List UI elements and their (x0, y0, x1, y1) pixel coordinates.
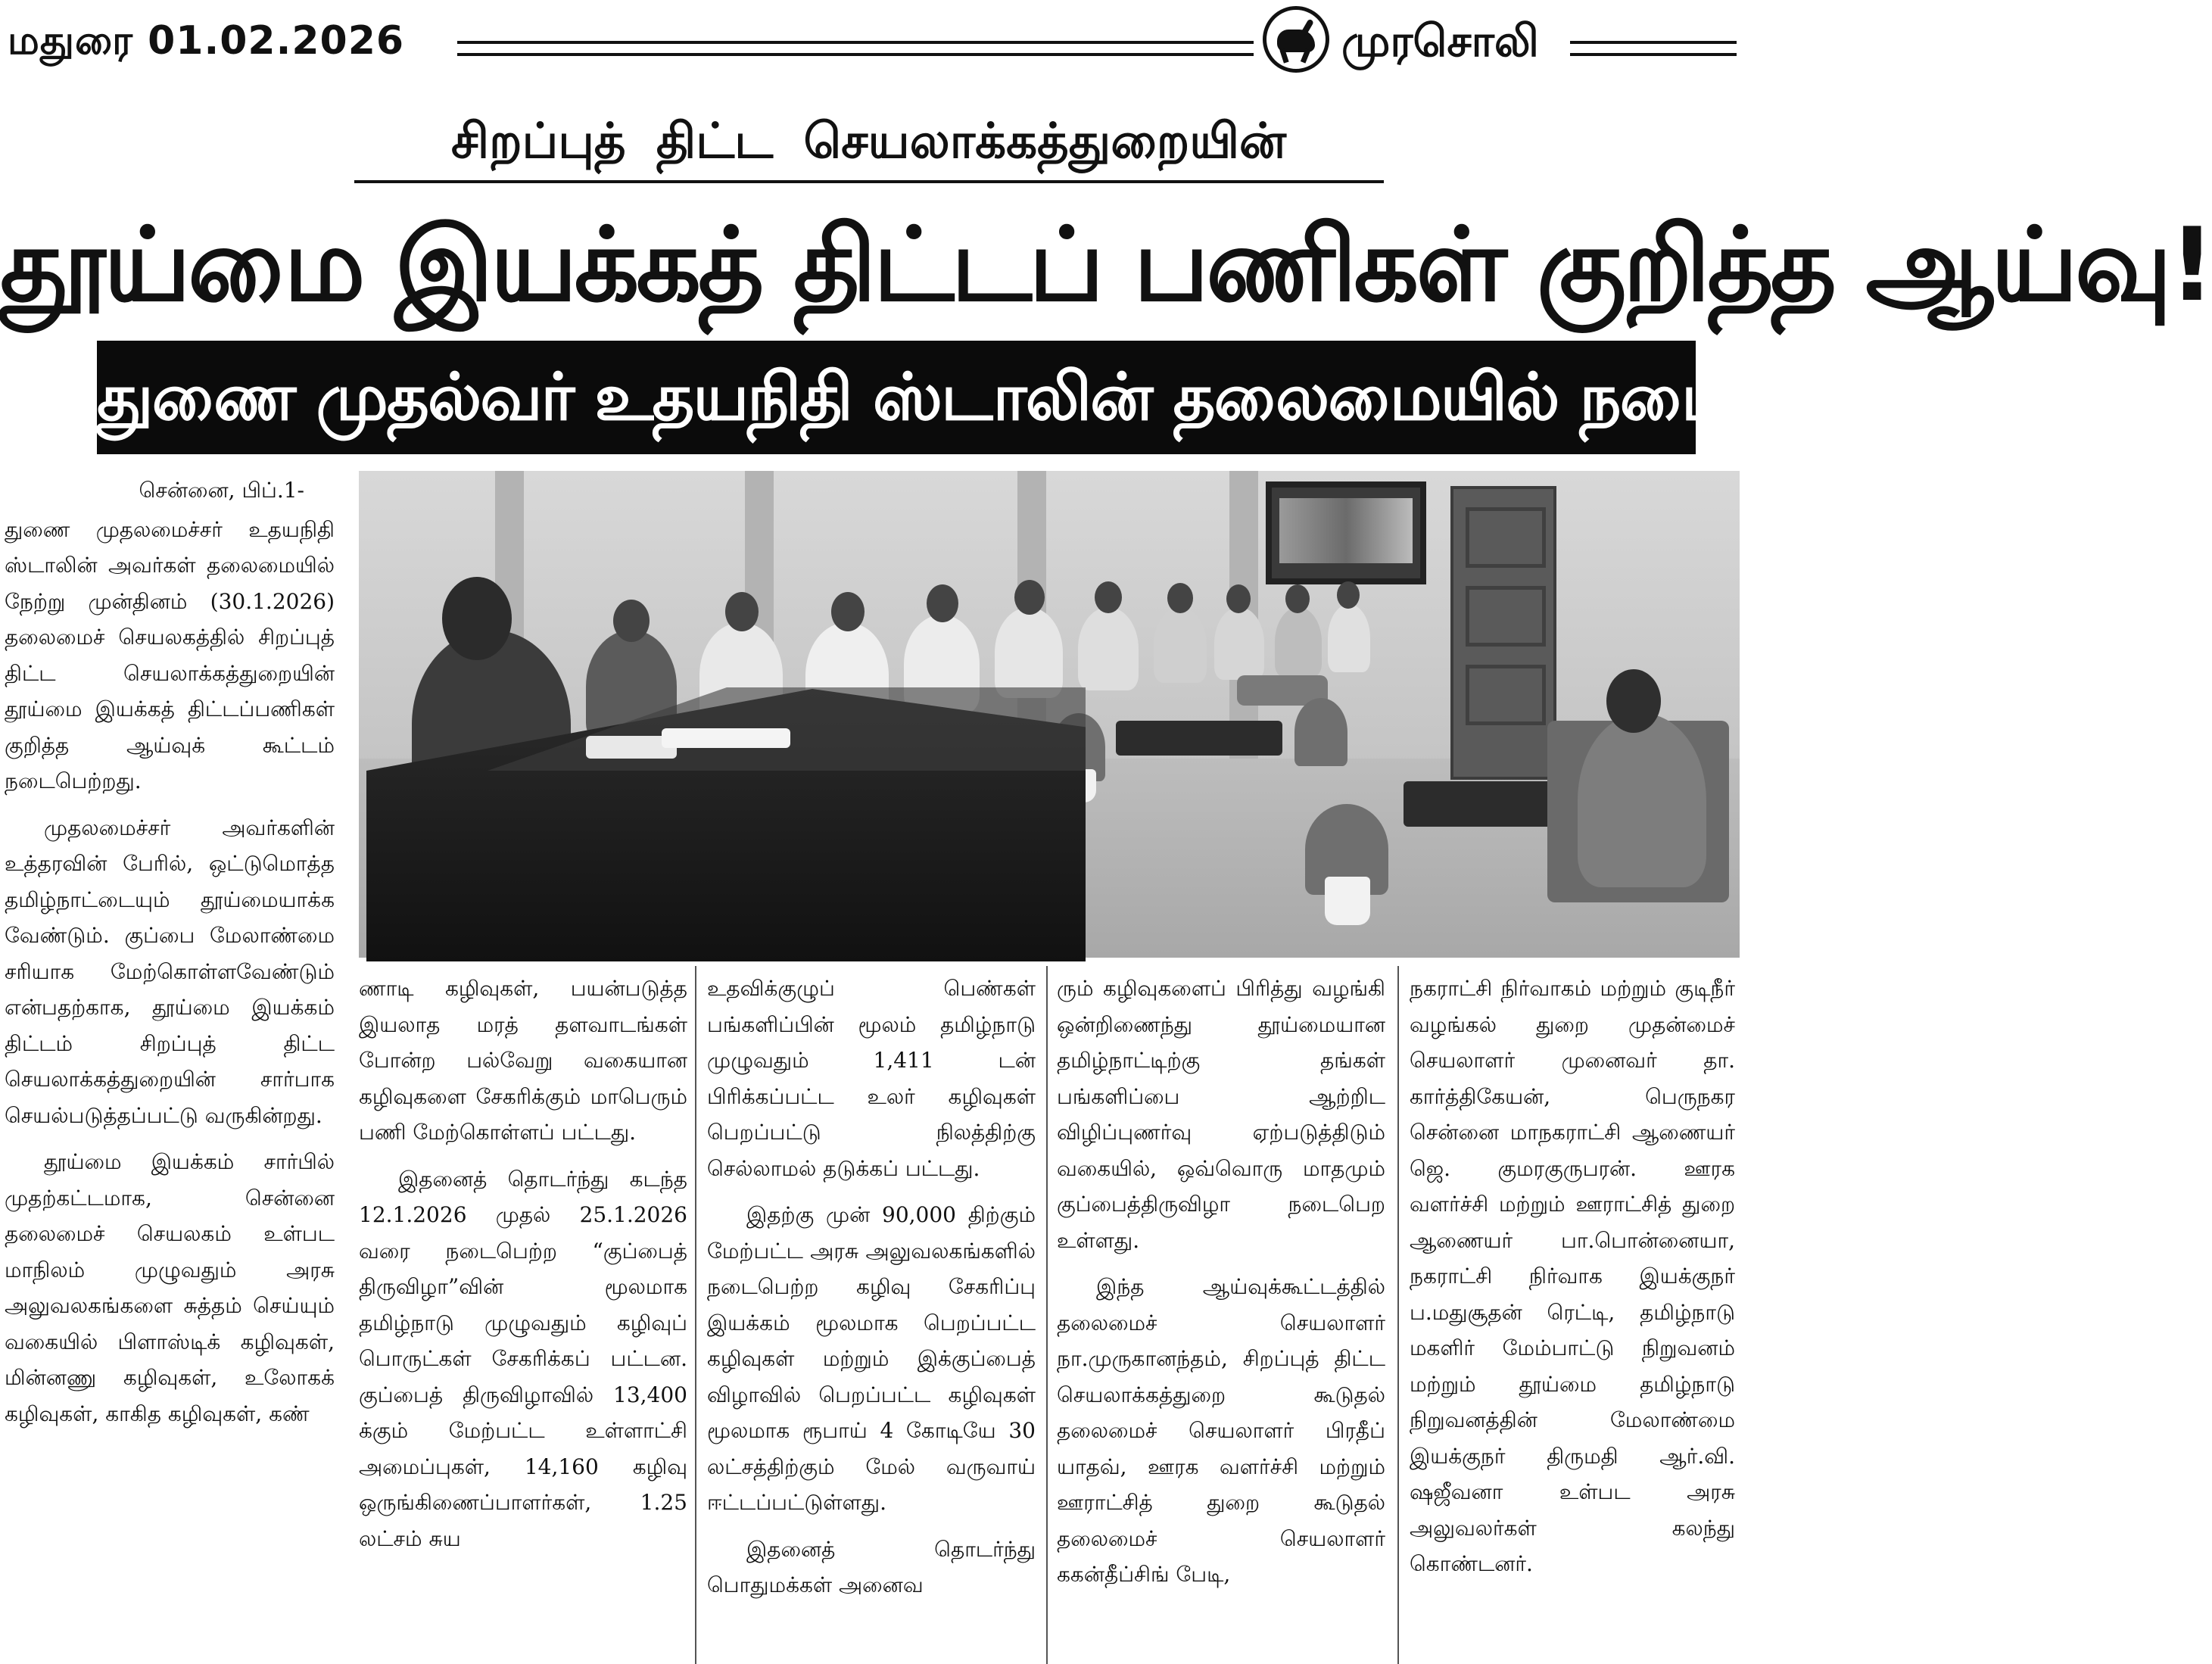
column-divider (1046, 966, 1048, 1664)
meeting-photo (359, 471, 1740, 958)
paragraph: இதனைத் தொடர்ந்து பொதுமக்கள் அனைவ (707, 1536, 1036, 1597)
masthead-rule-right (1570, 41, 1737, 56)
paragraph: இந்த ஆய்வுக்கூட்டத்தில் தலைமைச் செயலாளர் நா.முருகானந்தம், சிறப்புத் திட்ட செயலாக்கத்துறை கூடுதல் தலைமைச் செயலாளர் பிரதீப் யாதவ், ஊரக வளர்ச்சி மற்றும் ஊராட்சித் துறை கூடுதல் தலைமைச் செயலாளர் ககன்தீப்சிங் பேடி, (1057, 1274, 1385, 1587)
tv-screen (1266, 481, 1426, 584)
paragraph: உதவிக்குழுப் பெண்கள் பங்களிப்பின் மூலம் தமிழ்நாடு முழுவதும் 1,411 டன் பிரிக்கப்பட்ட உலர் கழிவுகள் பெறப்பட்டு நிலத்திற்கு செல்லாமல் தடுக்கப் பட்டது. (707, 976, 1036, 1181)
article-column-2 (359, 971, 687, 1567)
article-column-3 (707, 971, 1036, 1614)
kicker-underline (354, 180, 1384, 183)
article-column-1 (5, 472, 335, 1442)
masthead-rule-left (457, 41, 1254, 56)
column-divider (695, 966, 696, 1664)
paragraph: இதற்கு முன் 90,000 திற்கும் மேற்பட்ட அரசு அலுவலகங்களில் நடைபெற்ற கழிவு சேகரிப்பு இயக்கம் மூலமாக பெறப்பட்ட கழிவுகள் மற்றும் இக்குப்பைத் விழாவில் பெறப்பட்ட கழிவுகள் மூலமாக ரூபாய் 4 கோடியே 30 லட்சத்திற்கும் மேல் வருவாய் ஈட்டப்பட்டுள்ளது. (707, 1202, 1036, 1515)
edition-date: மதுரை 01.02.2026 (8, 18, 405, 64)
subheadline: துணை முதல்வர் உதயநிதி ஸ்டாலின் தலைமையில் நடைபெற்றது! (97, 360, 1999, 435)
kicker-headline: சிறப்புத் திட்ட செயலாக்கத்துறையின் (450, 114, 1287, 170)
paragraph: துணை முதலமைச்சர் உதயநிதி ஸ்டாலின் அவர்கள் தலைமையில் நேற்று முன்தினம் (30.1.2026) தலைமைச் செயலகத்தில் சிறப்புத் திட்ட செயலாக்கத்துறையின் தூய்மை இயக்கத் திட்டப்பணிகள் குறித்த ஆய்வுக் கூட்டம் நடைபெற்றது. (5, 516, 335, 793)
bull-emblem-icon (1263, 6, 1329, 73)
article-column-4 (1057, 971, 1385, 1603)
door (1450, 486, 1556, 780)
paragraph: தூய்மை இயக்கம் சார்பில் முதற்கட்டமாக, சென்னை தலைமைச் செயலகம் உள்பட மாநிலம் முழுவதும் அரசு அலுவலகங்களை சுத்தம் செய்யும் வகையில் பிளாஸ்டிக் கழிவுகள், மின்னணு கழிவுகள், உலோகக் கழிவுகள், காகித கழிவுகள், கண் (5, 1149, 335, 1426)
paragraph: முதலமைச்சர் அவர்களின் உத்தரவின் பேரில், ஒட்டுமொத்த தமிழ்நாட்டையும் தூய்மையாக்க வேண்டும். குப்பை மேலாண்மை சரியாக மேற்கொள்ளவேண்டும் என்பதற்காக, தூய்மை இயக்கம் திட்டம் சிறப்புத் திட்ட செயலாக்கத்துறையின் சார்பாக செயல்படுத்தப்பட்டு வருகின்றது. (5, 815, 335, 1128)
paragraph: இதனைத் தொடர்ந்து கடந்த 12.1.2026 முதல் 25.1.2026 வரை நடைபெற்ற “குப்பைத் திருவிழா”வின் மூலமாக தமிழ்நாடு முழுவதும் கழிவுப் பொருட்கள் சேகரிக்கப் பட்டன. குப்பைத் திருவிழாவில் 13,400 க்கும் மேற்பட்ட உள்ளாட்சி அமைப்புகள், 14,160 கழிவு ஒருங்கிணைப்பாளர்கள், 1.25 லட்சம் சுய (359, 1166, 687, 1551)
article-dateline: சென்னை, பிப்.1- (139, 478, 304, 503)
newspaper-name: முரசொலி (1341, 15, 1539, 67)
subheadline-bar (97, 341, 1999, 454)
paragraph: ணாடி கழிவுகள், பயன்படுத்த இயலாத மரத் தளவாடங்கள் போன்ற பல்வேறு வகையான கழிவுகளை சேகரிக்கும் மாபெரும் பணி மேற்கொள்ளப் பட்டது. (359, 976, 687, 1145)
masthead (0, 0, 1740, 97)
paragraph: ரும் கழிவுகளைப் பிரித்து வழங்கி ஒன்றிணைந்து தூய்மையான தமிழ்நாட்டிற்கு தங்கள் பங்களிப்பை ஆற்றிட விழிப்புணர்வு ஏற்படுத்திடும் வகையில், ஒவ்வொரு மாதமும் குப்பைத்திருவிழா நடைபெற உள்ளது. (1057, 976, 1385, 1253)
paragraph: நகராட்சி நிர்வாகம் மற்றும் குடிநீர் வழங்கல் துறை முதன்மைச் செயலாளர் முனைவர் தா. கார்த்திகேயன், பெருநகர சென்னை மாநகராட்சி ஆணையர் ஜெ. குமரகுருபரன். ஊரக வளர்ச்சி மற்றும் ஊராட்சித் துறை ஆணையர் பா.பொன்னையா, நகராட்சி நிர்வாக இயக்குநர் ப.மதுசூதன் ரெட்டி, தமிழ்நாடு மகளிர் மேம்பாட்டு நிறுவனம் மற்றும் தூய்மை தமிழ்நாடு நிறுவனத்தின் மேலாண்மை இயக்குநர் திருமதி ஆர்.வி. ஷஜீவனா உள்பட அரசு அலுவலர்கள் கலந்து கொண்டனர். (1410, 976, 1735, 1576)
column-divider (1397, 966, 1399, 1664)
main-headline: தூய்மை இயக்கத் திட்டப் பணிகள் குறித்த ஆய்வு! (0, 206, 2212, 324)
article-column-5 (1410, 971, 1735, 1593)
